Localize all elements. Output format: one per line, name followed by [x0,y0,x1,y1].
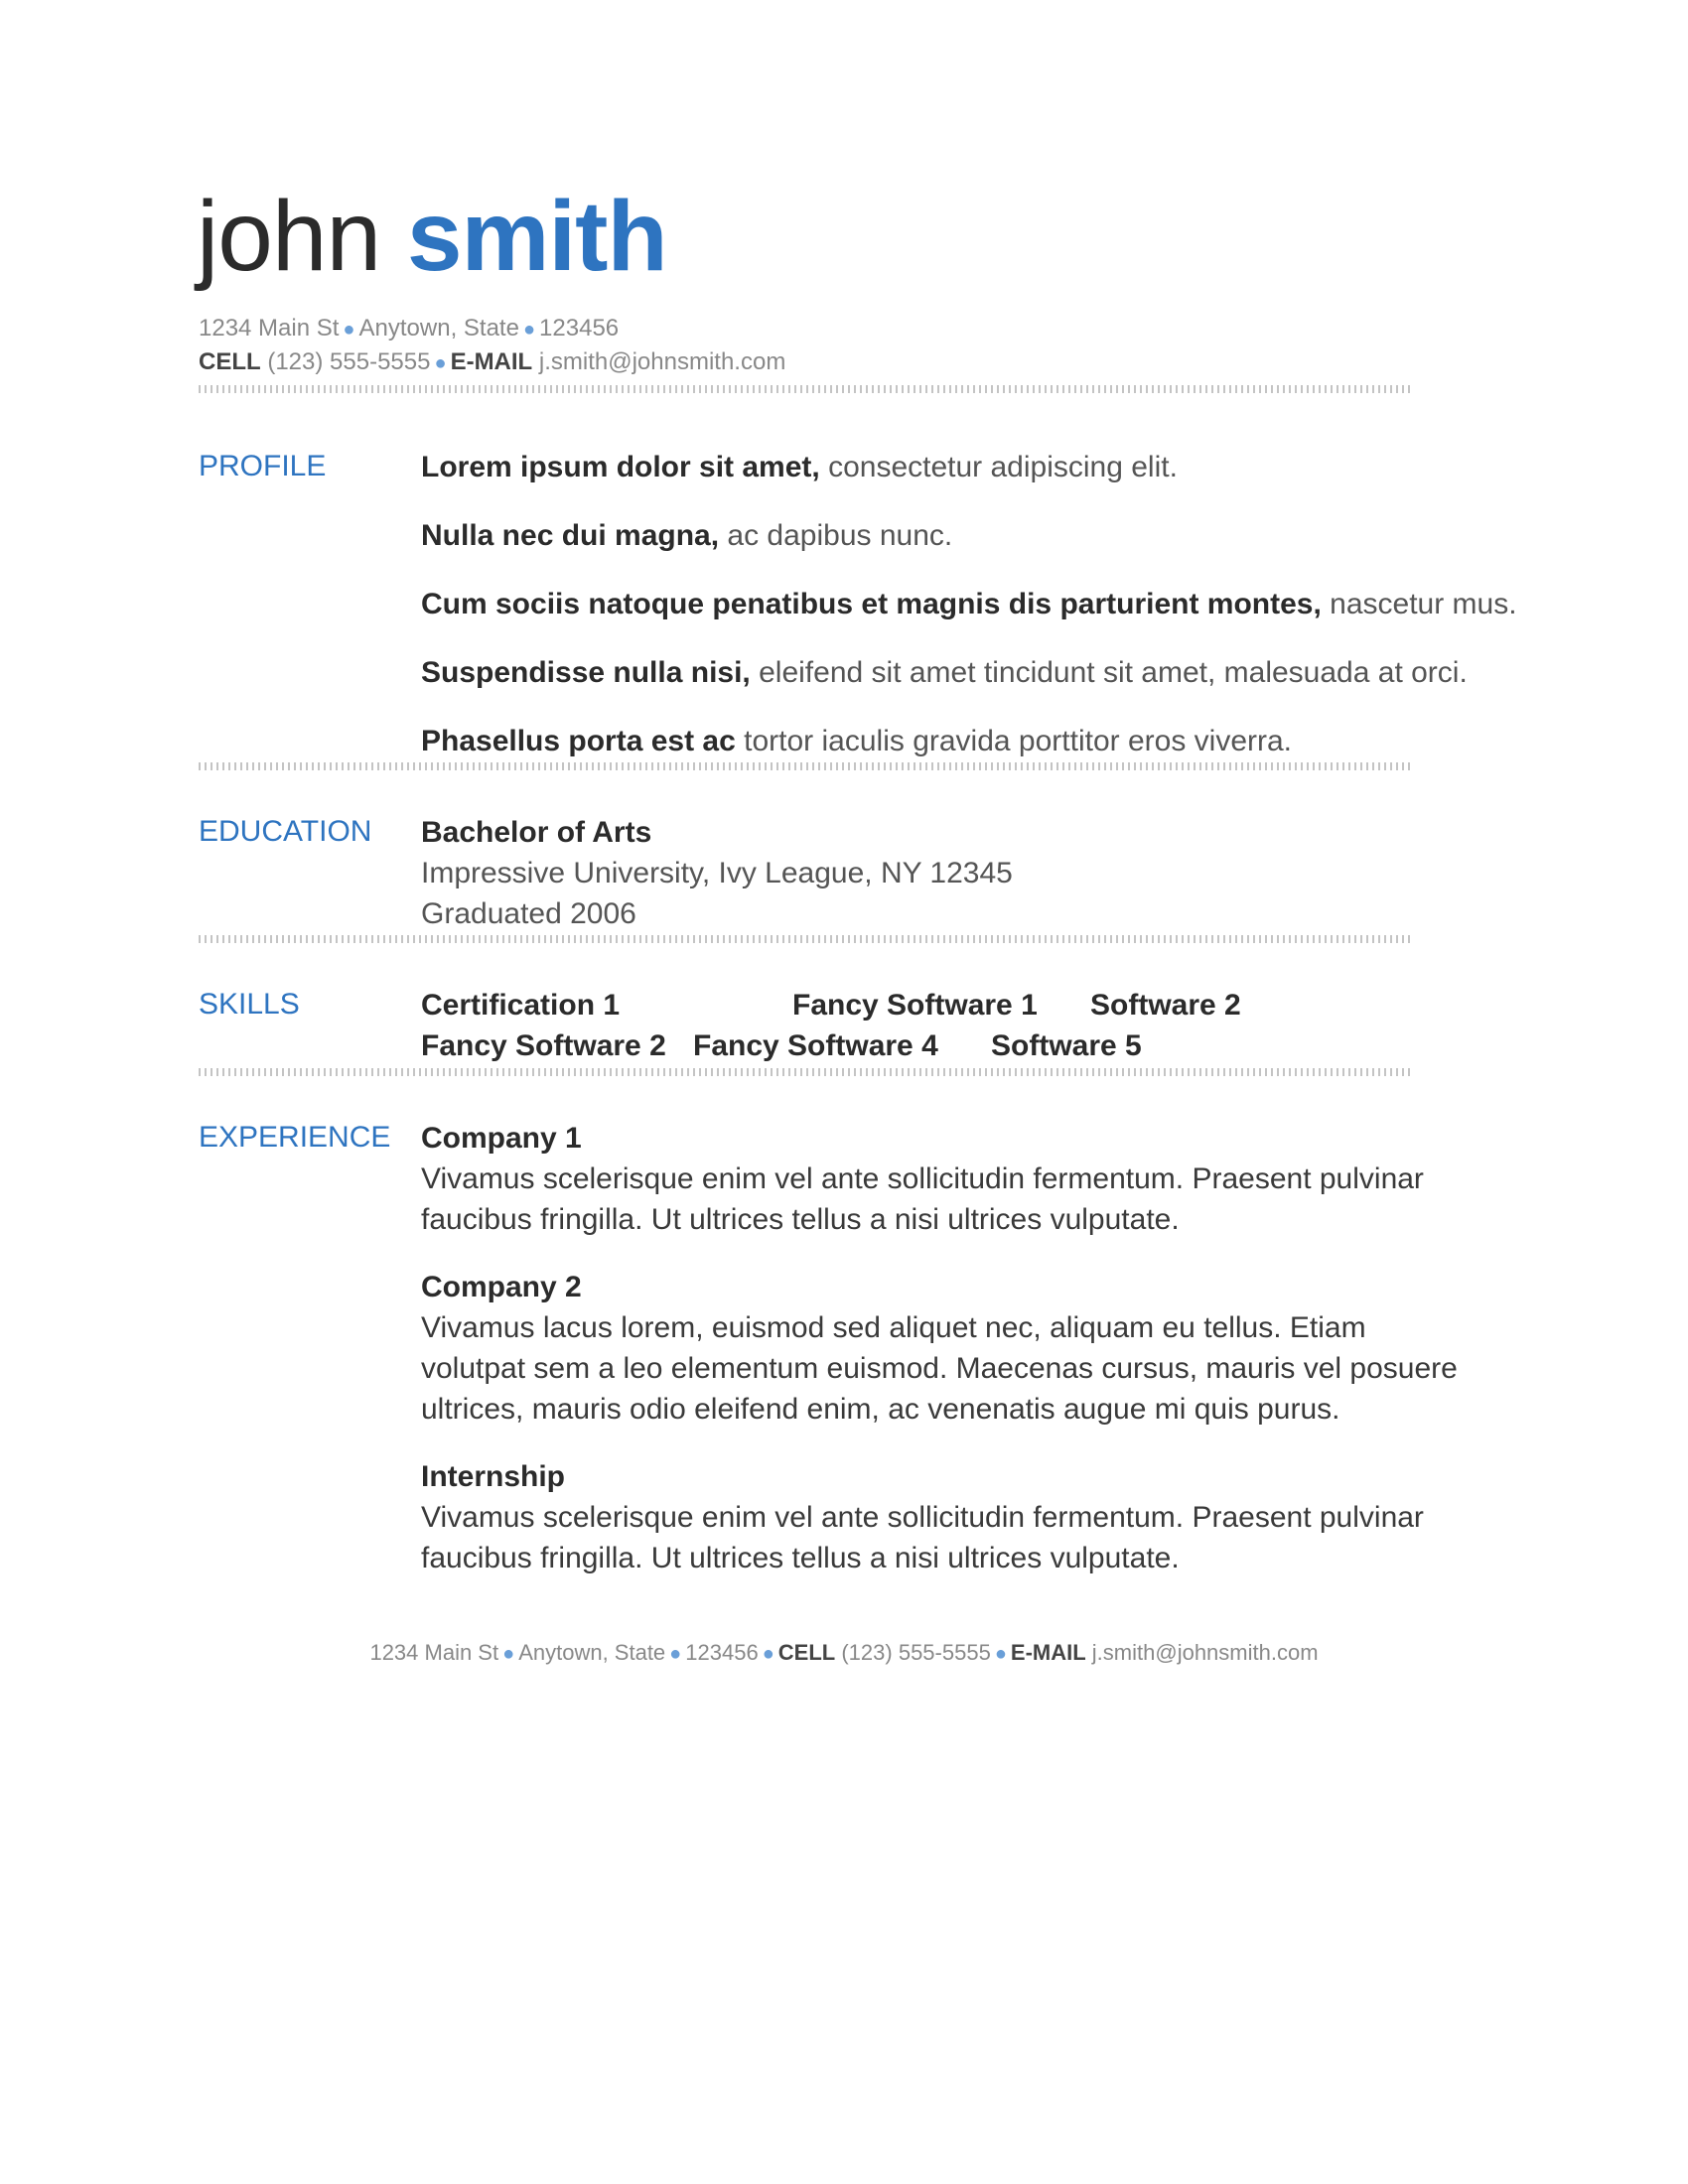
section-label-profile: PROFILE [199,450,327,482]
experience-description-line: ultrices, mauris odio eleifend enim, ac venenatis augue mi quis purus. [421,1393,1340,1426]
skill-item: Software 5 [991,1029,1142,1062]
profile-item-text: nascetur mus. [1321,588,1517,620]
contact-address-line [199,312,1410,346]
experience-list [421,1118,1493,1605]
skill-item: Fancy Software 1 [792,989,1038,1022]
footer-email-label: E-MAIL [1010,1640,1086,1665]
profile-item-bold: Lorem ipsum dolor sit amet, [421,451,820,483]
profile-item [421,584,1517,624]
profile-item-text: consectetur adipiscing elit. [819,451,1178,483]
profile-item [421,721,1517,761]
bullet-icon: ● [762,1643,774,1665]
experience-description-line: Vivamus lacus lorem, euismod sed aliquet nec, aliquam eu tellus. Etiam [421,1311,1366,1344]
education-entry [421,812,1013,934]
profile-item-text: eleifend sit amet tincidunt sit amet, malesuada at orci. [750,656,1468,689]
contact-phone-email-line [199,345,1410,380]
experience-description-line: faucibus fringilla. Ut ultrices tellus a nisi ultrices vulputate. [421,1542,1180,1574]
zip: 123456 [539,315,620,341]
email-label: E-MAIL [450,348,533,375]
bullet-icon: ● [669,1643,682,1665]
skill-item: Fancy Software 4 [693,1029,938,1062]
graduation: Graduated 2006 [421,897,636,930]
experience-item [421,1456,1493,1578]
first-name: john [197,181,381,292]
bullet-icon: ● [502,1643,515,1665]
profile-item-text: ac dapibus nunc. [719,519,953,552]
footer-cell: (123) 555-5555 [841,1640,991,1665]
footer-contact [0,1638,1688,1669]
skill-item: Certification 1 [421,989,621,1022]
degree: Bachelor of Arts [421,816,652,849]
profile-list [421,447,1517,789]
experience-description-line: faucibus fringilla. Ut ultrices tellus a nisi ultrices vulputate. [421,1203,1180,1236]
section-label-skills: SKILLS [199,988,300,1021]
divider [199,385,1410,393]
profile-item-text: tortor iaculis gravida porttitor eros viverra. [735,725,1293,757]
profile-item-bold: Cum sociis natoque penatibus et magnis dis parturient montes, [421,588,1322,620]
bullet-icon: ● [343,319,355,341]
city-state: Anytown, State [358,315,519,341]
bullet-icon: ● [434,352,447,374]
profile-item-bold: Suspendisse nulla nisi, [421,656,751,689]
bullet-icon: ● [994,1643,1007,1665]
divider [199,935,1410,943]
section-label-education: EDUCATION [199,815,372,848]
profile-item-bold: Nulla nec dui magna, [421,519,720,552]
bullet-icon: ● [522,319,536,341]
skill-item: Fancy Software 2 [421,1029,666,1062]
divider [199,762,1410,770]
divider [199,1068,1410,1076]
profile-item [421,515,1517,556]
profile-item-bold: Phasellus porta est ac [421,725,736,757]
footer-email[interactable]: j.smith@johnsmith.com [1091,1640,1319,1665]
address: 1234 Main St [199,315,340,341]
experience-company: Internship [421,1460,566,1493]
cell-number: (123) 555-5555 [267,348,431,375]
cell-label: CELL [199,348,261,375]
profile-item [421,447,1517,487]
footer-address: 1234 Main St [369,1640,499,1665]
email-address[interactable]: j.smith@johnsmith.com [538,348,786,375]
school: Impressive University, Ivy League, NY 12345 [421,857,1013,889]
experience-description-line: Vivamus scelerisque enim vel ante sollicitudin fermentum. Praesent pulvinar [421,1162,1424,1195]
experience-company: Company 2 [421,1271,582,1303]
last-name: smith [406,181,667,292]
experience-item [421,1118,1493,1240]
experience-description-line: Vivamus scelerisque enim vel ante sollicitudin fermentum. Praesent pulvinar [421,1501,1424,1534]
experience-item [421,1267,1493,1430]
profile-item [421,652,1517,693]
footer-zip: 123456 [685,1640,759,1665]
section-label-experience: EXPERIENCE [199,1121,391,1154]
footer-cell-label: CELL [777,1640,836,1665]
resume-name [197,177,667,296]
experience-description-line: volutpat sem a leo elementum euismod. Maecenas cursus, mauris vel posuere [421,1352,1458,1385]
skill-item: Software 2 [1090,989,1241,1022]
footer-city-state: Anytown, State [518,1640,666,1665]
experience-company: Company 1 [421,1122,582,1155]
